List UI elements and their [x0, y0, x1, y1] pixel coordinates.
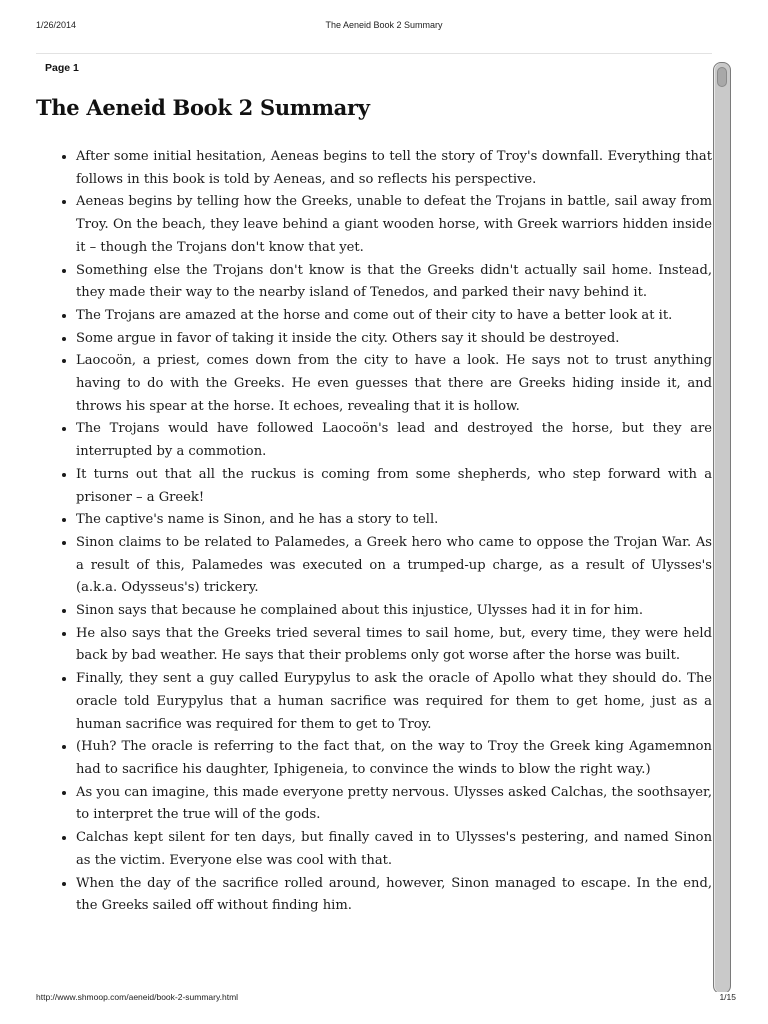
list-item: • After some initial hesitation, Aeneas begins to tell the story of Troy's downfall. Everything that follows in this book is told by Aeneas, and so reflects his perspective. — [76, 146, 712, 191]
print-footer — [0, 992, 768, 1006]
list-item: • As you can imagine, this made everyone pretty nervous. Ulysses asked Calchas, the soothsayer, to interpret the true will of the gods. — [76, 782, 712, 827]
list-item: • Laocoön, a priest, comes down from the city to have a look. He says not to trust anything having to do with the Greeks. He even guesses that there are Greeks hiding inside it, and throws his spear at the horse. It echoes, revealing that it is hollow. — [76, 350, 712, 418]
list-item: • He also says that the Greeks tried several times to sail home, but, every time, they were held back by bad weather. He says that their problems only got worse after the horse was built. — [76, 623, 712, 668]
source-url: http://www.shmoop.com/aeneid/book-2-summary.html — [36, 992, 239, 1002]
list-item: • Something else the Trojans don't know is that the Greeks didn't actually sail home. Instead, they made their way to the nearby island of Tenedos, and parked their navy behind it. — [76, 260, 712, 305]
vertical-scrollbar[interactable] — [713, 62, 731, 994]
list-item: • It turns out that all the ruckus is coming from some shepherds, who step forward with a prisoner – a Greek! — [76, 464, 712, 509]
scrollbar-thumb[interactable] — [717, 67, 727, 87]
list-item: • The Trojans would have followed Laocoön's lead and destroyed the horse, but they are interrupted by a commotion. — [76, 418, 712, 463]
summary-list — [36, 146, 712, 918]
print-header — [0, 0, 768, 30]
list-item: • (Huh? The oracle is referring to the fact that, on the way to Troy the Greek king Agamemnon had to sacrifice his daughter, Iphigeneia, to convince the winds to blow the right way.) — [76, 736, 712, 781]
header-divider — [36, 53, 712, 54]
list-item: • When the day of the sacrifice rolled around, however, Sinon managed to escape. In the end, the Greeks sailed off without finding him. — [76, 873, 712, 918]
list-item: • Sinon claims to be related to Palamedes, a Greek hero who came to oppose the Trojan War. As a result of this, Palamedes was executed on a trumped-up charge, as a result of Ulysses's (a.k.a. Odysseus's) trickery. — [76, 532, 712, 600]
list-item: • Some argue in favor of taking it inside the city. Others say it should be destroyed. — [76, 328, 712, 351]
print-date: 1/26/2014 — [36, 20, 77, 30]
document-content — [36, 90, 712, 988]
list-item: • The captive's name is Sinon, and he has a story to tell. — [76, 509, 712, 532]
print-header-title: The Aeneid Book 2 Summary — [325, 20, 443, 30]
list-item: • Calchas kept silent for ten days, but finally caved in to Ulysses's pestering, and named Sinon as the victim. Everyone else was cool with that. — [76, 827, 712, 872]
list-item: • The Trojans are amazed at the horse and come out of their city to have a better look at it. — [76, 305, 712, 328]
list-item: • Aeneas begins by telling how the Greeks, unable to defeat the Trojans in battle, sail away from Troy. On the beach, they leave behind a giant wooden horse, with Greek warriors hidden inside it – though the Trojans don't know that yet. — [76, 191, 712, 259]
article-title: The Aeneid Book 2 Summary — [36, 95, 370, 120]
page-count: 1/15 — [719, 992, 736, 1002]
list-item: • Sinon says that because he complained about this injustice, Ulysses had it in for him. — [76, 600, 712, 623]
list-item: • Finally, they sent a guy called Eurypylus to ask the oracle of Apollo what they should do. The oracle told Eurypylus that a human sacrifice was required for them to get home, just as a human sacrifice was required for them to get to Troy. — [76, 668, 712, 736]
page-label: Page 1 — [45, 62, 79, 74]
